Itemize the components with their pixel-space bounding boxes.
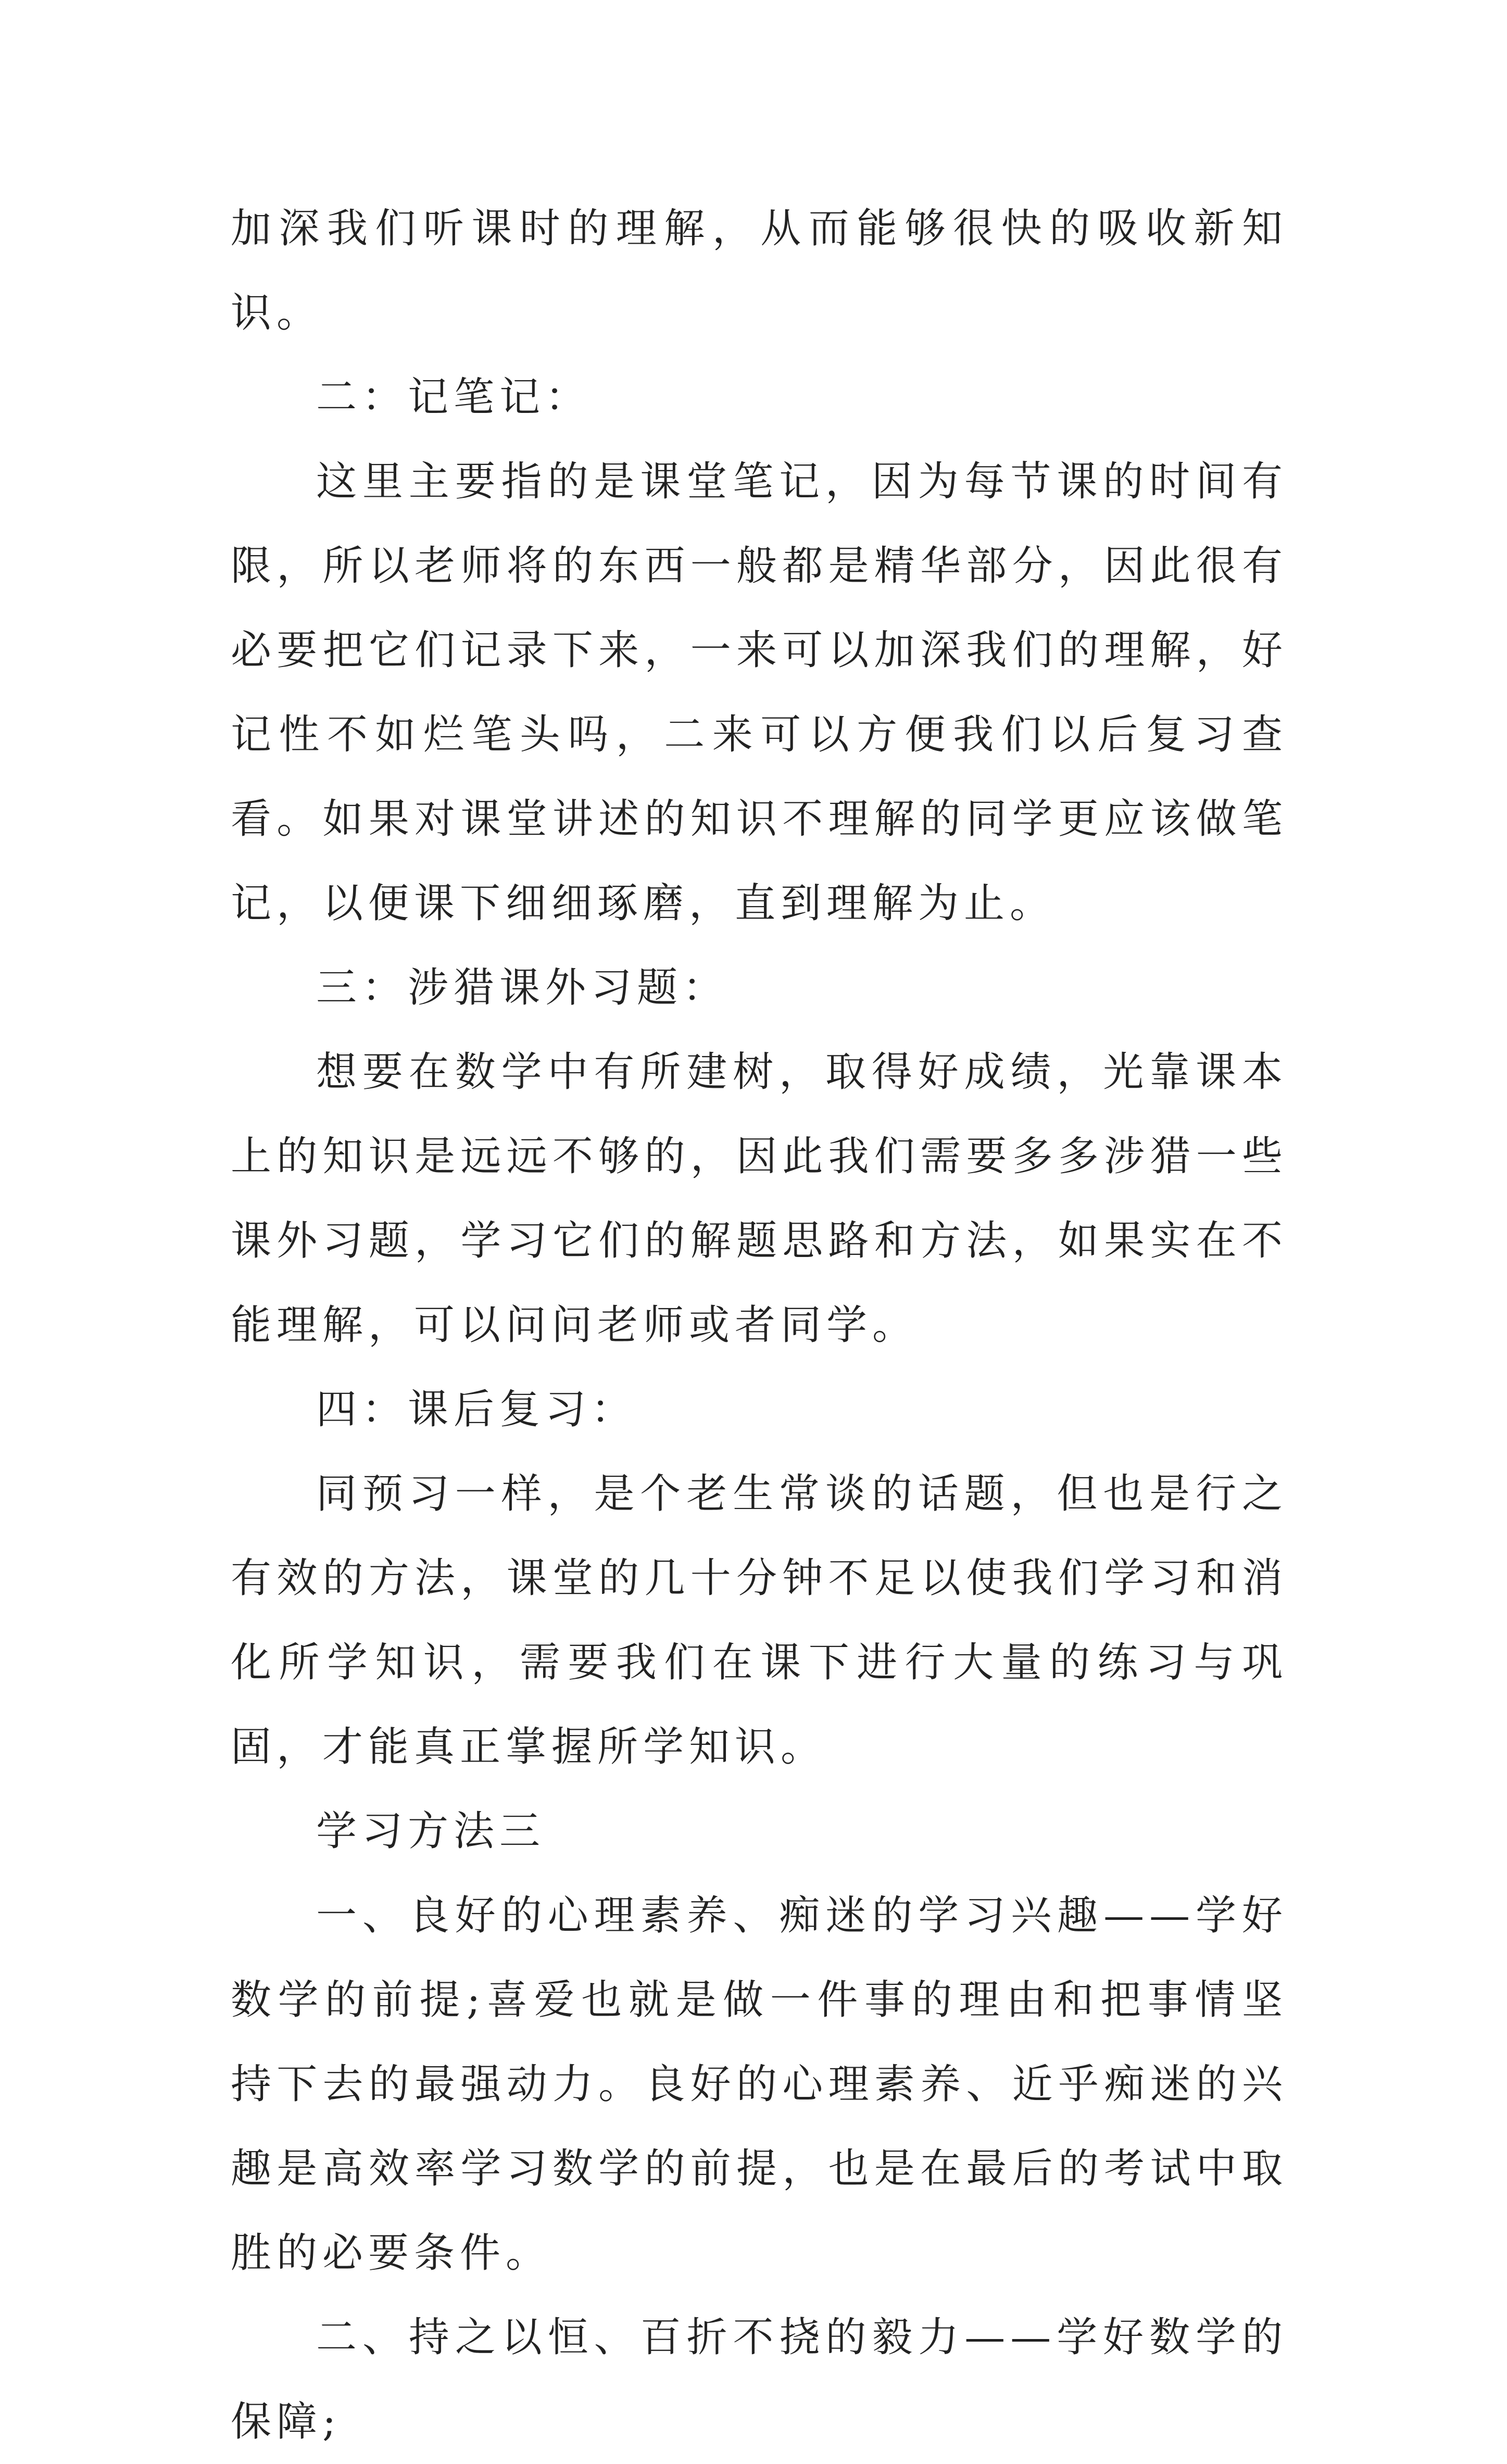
document-body bbox=[231, 186, 1288, 2464]
paragraph-review: 同预习一样，是个老生常谈的话题，但也是行之有效的方法，课堂的几十分钟不足以使我们学习和消化所学知识，需要我们在课下进行大量的练习与巩固，才能真正掌握所学知识。 bbox=[231, 1470, 1288, 1770]
paragraph-continuation: 加深我们听课时的理解，从而能够很快的吸收新知识。 bbox=[231, 205, 1288, 336]
heading-extra-exercises: 三：涉猎课外习题： bbox=[316, 964, 729, 1011]
paragraph-mindset: 一、良好的心理素养、痴迷的学习兴趣——学好数学的前提;喜爱也就是做一件事的理由和把事情坚持下去的最强动力。良好的心理素养、近乎痴迷的兴趣是高效率学习数学的前提，也是在最后的考试中取胜的必要条件。 bbox=[231, 1892, 1288, 2277]
heading-review: 四：课后复习： bbox=[316, 1386, 637, 1433]
section-title-method-three: 学习方法三 bbox=[316, 1808, 546, 1855]
paragraph-extra-exercises: 想要在数学中有所建树，取得好成绩，光靠课本上的知识是远远不够的，因此我们需要多多涉猎一些课外习题，学习它们的解题思路和方法，如果实在不能理解，可以问问老师或者同学。 bbox=[231, 1049, 1288, 1349]
paragraph-perseverance: 二、持之以恒、百折不挠的毅力——学好数学的保障; bbox=[231, 2314, 1288, 2445]
paragraph-take-notes: 这里主要指的是课堂笔记，因为每节课的时间有限，所以老师将的东西一般都是精华部分，因此很有必要把它们记录下来，一来可以加深我们的理解，好记性不如烂笔头吗，二来可以方便我们以后复习查看。如果对课堂讲述的知识不理解的同学更应该做笔记，以便课下细细琢磨，直到理解为止。 bbox=[231, 458, 1288, 927]
heading-take-notes: 二：记笔记： bbox=[316, 374, 592, 421]
